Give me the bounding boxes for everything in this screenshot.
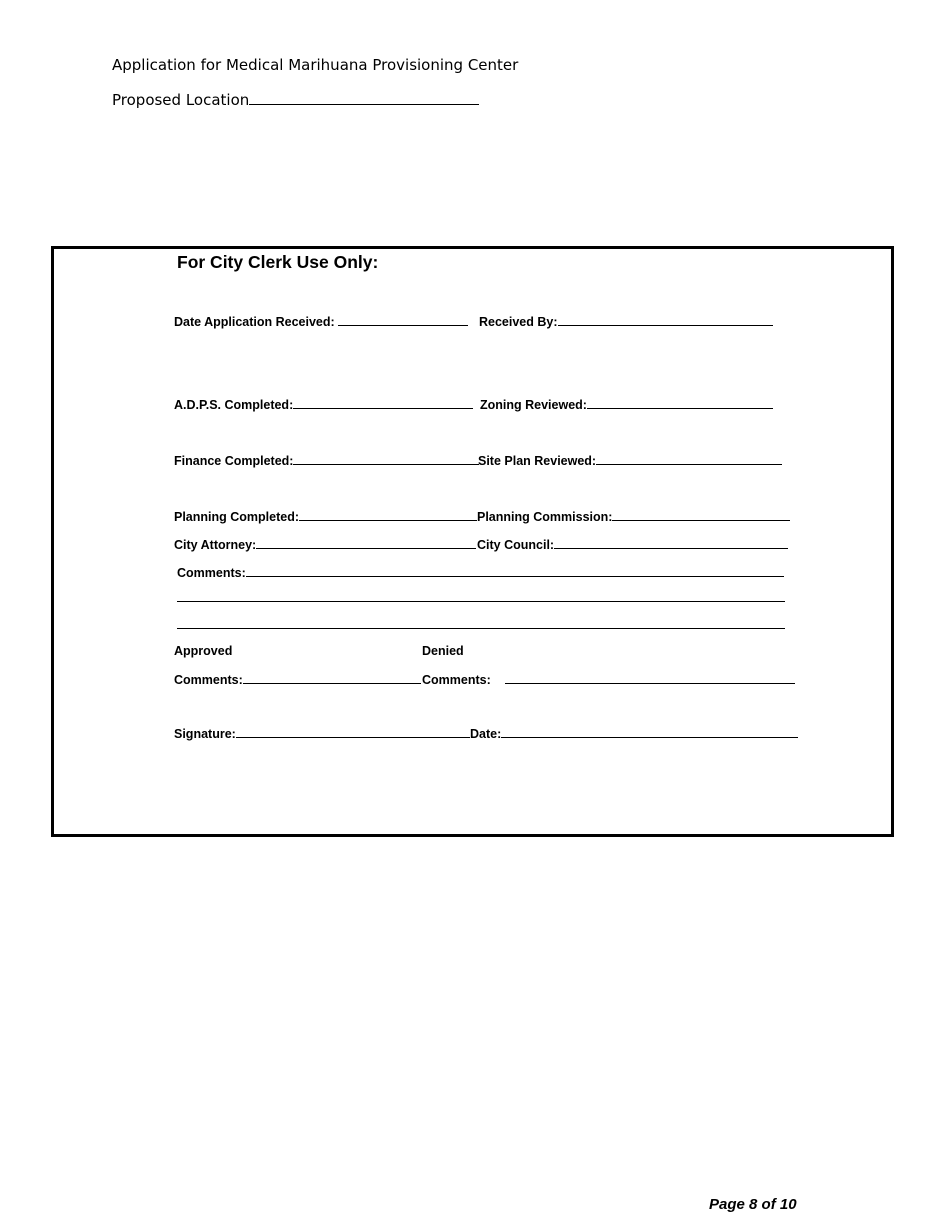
approved-label: Approved	[174, 644, 233, 658]
planning-completed-field[interactable]	[299, 508, 477, 521]
received-by-field[interactable]	[558, 313, 773, 326]
approved-comments-label: Comments:	[174, 673, 243, 687]
zoning-field[interactable]	[587, 396, 773, 409]
city-attorney-label: City Attorney:	[174, 538, 257, 552]
comments-line-2[interactable]	[177, 601, 785, 602]
denied-comments-label: Comments:	[422, 673, 491, 687]
approved-comments-field[interactable]	[243, 671, 421, 684]
adps-field[interactable]	[293, 396, 473, 409]
finance-field[interactable]	[293, 452, 479, 465]
adps-zoning-row	[174, 396, 773, 412]
planning-row	[174, 508, 790, 524]
planning-commission-field[interactable]	[612, 508, 790, 521]
city-council-label: City Council:	[477, 538, 555, 552]
site-plan-label: Site Plan Reviewed:	[478, 454, 597, 468]
decision-row	[174, 644, 464, 658]
clerk-section-title: For City Clerk Use Only:	[177, 252, 379, 272]
date-field[interactable]	[501, 725, 798, 738]
city-attorney-field[interactable]	[256, 536, 476, 549]
denied-label: Denied	[422, 644, 464, 658]
adps-label: A.D.P.S. Completed:	[174, 398, 294, 412]
date-received-label: Date Application Received:	[174, 315, 335, 329]
city-council-field[interactable]	[554, 536, 788, 549]
comments-row	[177, 564, 784, 580]
planning-commission-label: Planning Commission:	[477, 510, 613, 524]
denied-comments-field[interactable]	[505, 671, 795, 684]
date-received-field[interactable]	[338, 313, 468, 326]
site-plan-field[interactable]	[596, 452, 782, 465]
finance-siteplan-row	[174, 452, 782, 468]
finance-label: Finance Completed:	[174, 454, 294, 468]
signature-row	[174, 725, 798, 741]
proposed-location-label: Proposed Location	[112, 91, 250, 109]
comments-line-3[interactable]	[177, 628, 785, 629]
page-number: Page 8 of 10	[709, 1196, 797, 1213]
date-label: Date:	[470, 727, 502, 741]
zoning-label: Zoning Reviewed:	[480, 398, 587, 412]
attorney-council-row	[174, 536, 788, 552]
proposed-location-field[interactable]	[249, 92, 479, 105]
planning-completed-label: Planning Completed:	[174, 510, 299, 524]
signature-field[interactable]	[236, 725, 470, 738]
comments-field[interactable]	[246, 564, 784, 577]
date-received-row	[174, 313, 773, 329]
received-by-label: Received By:	[479, 315, 558, 329]
signature-label: Signature:	[174, 727, 236, 741]
comments-label: Comments:	[177, 566, 246, 580]
decision-comments-row	[174, 671, 795, 687]
document-title: Application for Medical Marihuana Provisioning Center	[112, 56, 519, 74]
proposed-location-row	[112, 91, 479, 109]
city-clerk-box	[51, 246, 894, 837]
